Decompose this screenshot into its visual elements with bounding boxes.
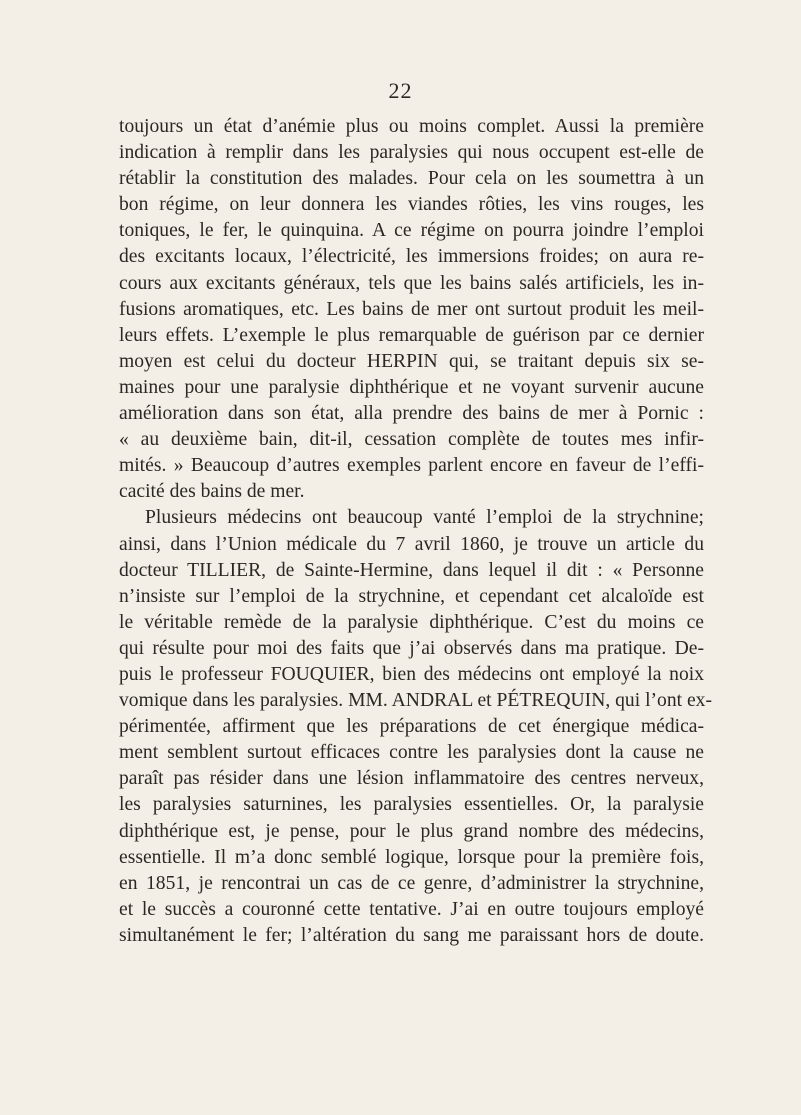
text-line: Plusieurs médecins ont beaucoup vanté l’emploi de la strychnine;	[145, 507, 704, 529]
text-line: ainsi, dans l’Union médicale du 7 avril 1860, je trouve un article du	[119, 533, 704, 555]
text-line: mités. » Beaucoup d’autres exemples parlent encore en faveur de l’effi-	[119, 455, 704, 477]
text-line: n’insiste sur l’emploi de la strychnine, et cependant cet alcaloïde est	[119, 585, 704, 607]
text-line: maines pour une paralysie diphthérique et ne voyant survenir aucune	[119, 376, 704, 398]
text-line: périmentée, affirment que les préparations de cet énergique médica-	[119, 716, 704, 738]
text-line: essentielle. Il m’a donc semblé logique, lorsque pour la première fois,	[119, 846, 704, 868]
text-line: toniques, le fer, le quinquina. A ce régime on pourra joindre l’emploi	[119, 220, 704, 242]
text-line: cours aux excitants généraux, tels que les bains salés artificiels, les in-	[119, 272, 704, 294]
text-line: docteur TILLIER, de Sainte-Hermine, dans lequel il dit : « Personne	[119, 559, 704, 581]
text-line: en 1851, je rencontrai un cas de ce genre, d’administrer la strychnine,	[119, 872, 704, 894]
text-line: diphthérique est, je pense, pour le plus grand nombre des médecins,	[119, 820, 704, 842]
text-line: ment semblent surtout efficaces contre les paralysies dont la cause ne	[119, 742, 704, 764]
page-number: 22	[388, 78, 413, 103]
body-text	[119, 114, 712, 949]
text-line: leurs effets. L’exemple le plus remarquable de guérison par ce dernier	[119, 324, 704, 346]
text-line: paraît pas résider dans une lésion inflammatoire des centres nerveux,	[119, 768, 704, 790]
paragraph-2	[119, 505, 712, 949]
text-line: les paralysies saturnines, les paralysies essentielles. Or, la paralysie	[119, 794, 704, 816]
paragraph-1	[119, 114, 704, 505]
text-line: amélioration dans son état, alla prendre des bains de mer à Pornic :	[119, 403, 704, 425]
text-line: cacité des bains de mer.	[119, 481, 305, 503]
text-line: simultanément le fer; l’altération du sang me paraissant hors de doute.	[119, 924, 704, 946]
text-line: « au deuxième bain, dit-il, cessation complète de toutes mes infir-	[119, 429, 704, 451]
text-line: indication à remplir dans les paralysies qui nous occupent est-elle de	[119, 142, 704, 164]
text-line: fusions aromatiques, etc. Les bains de mer ont surtout produit les meil-	[119, 298, 704, 320]
text-line: bon régime, on leur donnera les viandes rôties, les vins rouges, les	[119, 194, 704, 216]
text-line: puis le professeur FOUQUIER, bien des médecins ont employé la noix	[119, 663, 704, 685]
text-line: le véritable remède de la paralysie diphthérique. C’est du moins ce	[119, 611, 704, 633]
text-line: des excitants locaux, l’électricité, les immersions froides; on aura re-	[119, 246, 704, 268]
text-line: et le succès a couronné cette tentative. J’ai en outre toujours employé	[119, 898, 704, 920]
text-line: toujours un état d’anémie plus ou moins complet. Aussi la première	[119, 116, 704, 137]
text-line: moyen est celui du docteur HERPIN qui, se traitant depuis six se-	[119, 350, 704, 372]
text-line: vomique dans les paralysies. MM. ANDRAL et PÉTREQUIN, qui l’ont ex-	[119, 690, 712, 712]
text-line: rétablir la constitution des malades. Pour cela on les soumettra à un	[119, 168, 704, 190]
text-line: qui résulte pour moi des faits que j’ai observés dans ma pratique. De-	[119, 637, 704, 659]
